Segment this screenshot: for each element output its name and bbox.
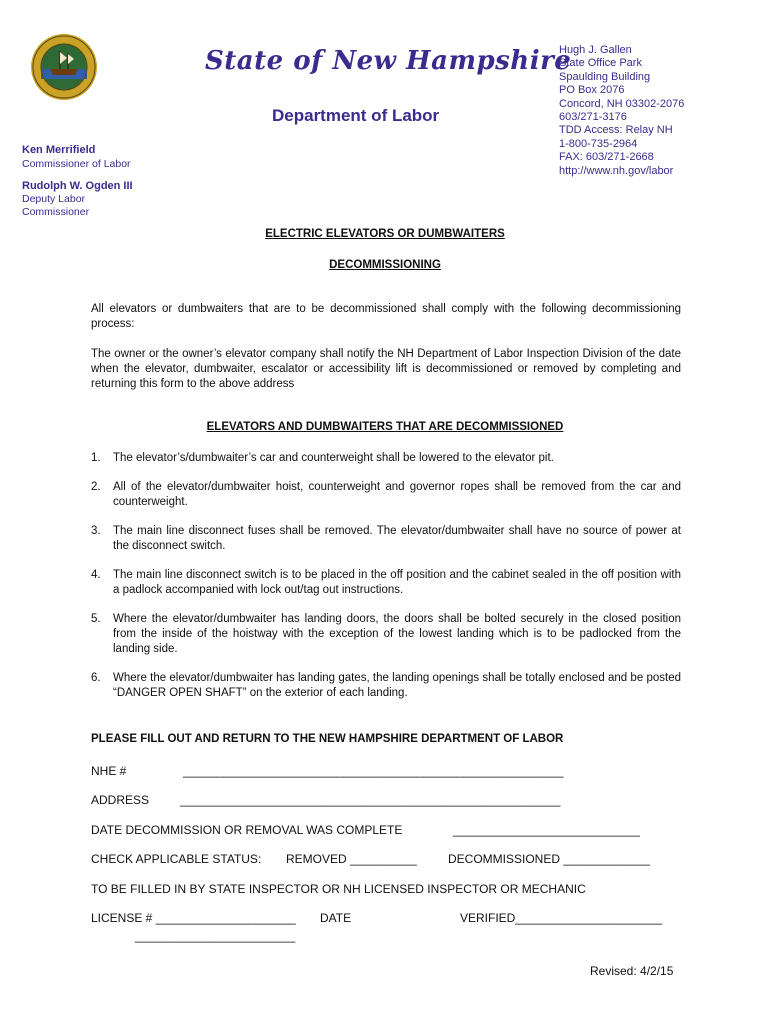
address-line: State Office Park	[559, 57, 642, 70]
department-title: Department of Labor	[272, 106, 440, 125]
date-field[interactable]: ____________________________	[453, 823, 640, 837]
license-field[interactable]: LICENSE # _____________________	[91, 911, 296, 925]
decommissioned-field[interactable]: DECOMMISSIONED _____________	[448, 852, 651, 866]
state-seal-icon	[30, 33, 98, 101]
address-line: 603/271-3176	[559, 111, 627, 124]
list-item-text: Where the elevator/dumbwaiter has landing gates, the landing openings shall be totally enclosed and be posted “DANGER OPEN SHAFT” on the exterior of each landing.	[113, 672, 681, 699]
website-link[interactable]: http://www.nh.gov/labor	[559, 164, 674, 177]
address-line: FAX: 603/271-2668	[559, 151, 654, 164]
address-line: Concord, NH 03302-2076	[559, 97, 685, 110]
document-title: ELECTRIC ELEVATORS OR DUMBWAITERS	[265, 228, 505, 240]
date-label: DATE DECOMMISSION OR REMOVAL WAS COMPLETE	[91, 823, 403, 837]
commissioner-title: Commissioner of Labor	[22, 158, 131, 170]
address-label: ADDRESS	[91, 793, 150, 807]
list-item	[91, 612, 681, 657]
state-title: State of New Hampshire	[205, 46, 572, 76]
commissioner-name: Ken Merrifield	[22, 144, 96, 156]
list-item	[91, 671, 681, 701]
list-item-text: The main line disconnect fuses shall be removed. The elevator/dumbwaiter shall have no source of power at the disconnect switch.	[113, 525, 681, 552]
address-block	[559, 44, 759, 178]
date2-label: DATE	[320, 911, 352, 925]
status-label: CHECK APPLICABLE STATUS:	[91, 852, 262, 866]
address-field[interactable]: _________________________________________________________	[180, 793, 561, 807]
date2-field[interactable]: ________________________	[135, 929, 296, 943]
removed-field[interactable]: REMOVED __________	[286, 852, 417, 866]
list-item-number: 1.	[91, 452, 101, 464]
list-item-number: 3.	[91, 525, 101, 537]
address-line: PO Box 2076	[559, 84, 625, 97]
deputy-title-line2: Commissioner	[22, 205, 90, 218]
list-item-number: 6.	[91, 672, 101, 684]
list-item-text: Where the elevator/dumbwaiter has landing doors, the doors shall be bolted securely in the closed position from the inside of the hoistway with the exception of the lowest landing which is to be padlocked from the landing side.	[113, 613, 681, 655]
verified-field[interactable]: VERIFIED______________________	[460, 911, 663, 925]
list-item-text: The main line disconnect switch is to be placed in the off position and the cabinet sealed in the off position with a padlock accompanied with lock out/tag out instructions.	[113, 569, 681, 596]
deputy-title-line1: Deputy Labor	[22, 193, 86, 205]
commissioner-block	[22, 144, 131, 171]
inspector-note: TO BE FILLED IN BY STATE INSPECTOR OR NH LICENSED INSPECTOR OR MECHANIC	[91, 882, 586, 896]
address-line: Spaulding Building	[559, 70, 651, 83]
requirements-list	[91, 451, 681, 715]
address-line: Hugh J. Gallen	[559, 44, 632, 56]
deputy-name: Rudolph W. Ogden III	[22, 180, 133, 192]
list-item-text: All of the elevator/dumbwaiter hoist, counterweight and governor ropes shall be removed from the car and counterweight.	[113, 481, 681, 508]
list-item-number: 4.	[91, 569, 101, 581]
list-item	[91, 568, 681, 598]
document-subtitle: DECOMMISSIONING	[329, 259, 441, 271]
list-item	[91, 524, 681, 554]
revised-date: Revised: 4/2/15	[590, 964, 674, 978]
deputy-block	[22, 180, 133, 218]
address-line: TDD Access: Relay NH	[559, 124, 673, 137]
list-item	[91, 480, 681, 510]
intro-paragraph: All elevators or dumbwaiters that are to be decommissioned shall comply with the following decommissioning process:	[91, 303, 681, 330]
nhe-field[interactable]: _________________________________________________________	[183, 764, 564, 778]
list-item-number: 5.	[91, 613, 101, 625]
list-item-number: 2.	[91, 481, 101, 493]
address-line: 1-800-735-2964	[559, 137, 638, 150]
section-heading: ELEVATORS AND DUMBWAITERS THAT ARE DECOMMISSIONED	[206, 421, 564, 433]
list-item-text: The elevator’s/dumbwaiter’s car and counterweight shall be lowered to the elevator pit.	[113, 452, 554, 464]
notice-paragraph: The owner or the owner’s elevator company shall notify the NH Department of Labor Inspection Division of the date when the elevator, dumbwaiter, escalator or accessibility lift is decommissioned or removed by completing and returning this form to the above address	[91, 348, 681, 390]
nhe-label: NHE #	[91, 764, 127, 778]
fill-heading: PLEASE FILL OUT AND RETURN TO THE NEW HAMPSHIRE DEPARTMENT OF LABOR	[91, 733, 564, 745]
list-item	[91, 451, 681, 466]
